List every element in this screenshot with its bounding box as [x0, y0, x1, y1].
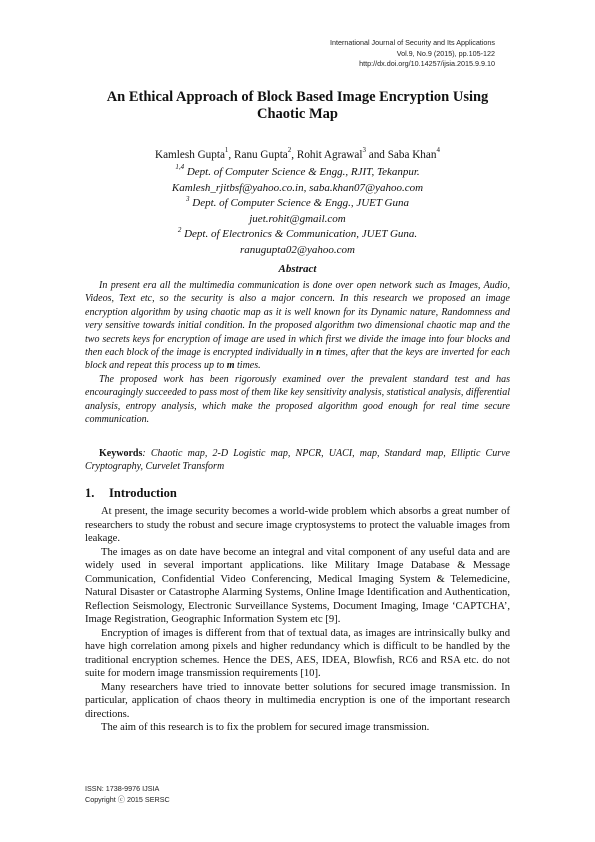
footer-copyright: Copyright ⓒ 2015 SERSC	[85, 794, 170, 804]
body-paragraph: At present, the image security becomes a world-wide problem which absorbs a great number of researchers to study the robust and secure image cryptosystems to protect the valuable images from leakage.	[85, 506, 510, 544]
abstract-text: times, after that the keys are inverted for each block and repeat this process up to	[85, 347, 510, 372]
keywords-label: Keywords	[99, 448, 143, 459]
journal-doi[interactable]: http://dx.doi.org/10.14257/ijsia.2015.9.9.10	[359, 59, 495, 68]
abstract-heading: Abstract	[278, 263, 317, 275]
affiliation-email: juet.rohit@gmail.com	[249, 212, 346, 225]
abstract-text: In present era all the multimedia communication is done over open network such as Images, Audio, Videos, Text etc, so the security is also a major concern. In this research we proposed an image encryption algorithm by using chaotic map as it is well known for its Dynamic nature, Randomness and very sensitive towards initial condition. In the proposed algorithm two dimensional chaotic map and the two secrets keys for encryption of image are used in which first we divide the image into four blocks and then each block of the image is encrypted individually in	[85, 280, 510, 359]
journal-name: International Journal of Security and Its Applications	[329, 38, 495, 47]
title-line-2: Chaotic Map	[257, 106, 338, 122]
title-line-1: An Ethical Approach of Block Based Image Encryption Using	[106, 89, 489, 105]
author-name: Ranu Gupta	[234, 149, 288, 161]
section-heading	[85, 486, 177, 501]
section-number: 1.	[85, 486, 95, 500]
abstract-text: times.	[234, 360, 261, 372]
author-superscript: 3	[362, 146, 366, 155]
affiliation-email: Kamlesh_rjitbsf@yahoo.co.in, saba.khan07@yahoo.com	[171, 181, 424, 194]
abstract-paragraph	[85, 279, 510, 373]
body-paragraph: The aim of this research is to fix the problem for secured image transmission.	[101, 722, 430, 733]
keywords	[85, 447, 510, 474]
journal-volume: Vol.9, No.9 (2015), pp.105-122	[396, 48, 495, 58]
body-paragraph: The images as on date have become an integral and vital component of any useful data and are widely used in several important applications. like Military Image Database & Message Communication, Confidential Video Conferencing, Medical Imaging System & Telemedicine, Natural Disaster or Catastrophe Alarming Systems, Online Image Identification and Authentication, Reflection Seismology, Electronic Surveillance Systems, Document Imaging, Image ‘CAPTCHA’, Image Registration, Geographic Information System etc [9].	[85, 546, 510, 625]
section-title: Introduction	[109, 486, 177, 500]
author-name: Saba Khan	[387, 149, 437, 161]
author-list	[85, 148, 510, 162]
author-superscript: 2	[287, 146, 292, 155]
keywords-text: : Chaotic map, 2-D Logistic map, NPCR, UACI, map, Standard map, Elliptic Curve Cryptography, Curvelet Transform	[85, 448, 510, 473]
affiliation-text: Dept. of Electronics & Communication, JUET Guna.	[181, 228, 418, 241]
abstract-body	[85, 279, 510, 426]
author-superscript: 1	[224, 146, 229, 155]
footer-issn: ISSN: 1738-9976 IJSIA	[85, 784, 160, 793]
author-separator: ,	[228, 149, 235, 161]
affiliation-text: Dept. of Computer Science & Engg., RJIT, Tekanpur.	[184, 166, 420, 178]
abstract-emphasis-n: n	[316, 347, 322, 359]
affiliations	[85, 165, 510, 259]
affiliation-email: ranugupta02@yahoo.com	[240, 243, 355, 256]
author-name: Rohit Agrawal	[296, 149, 363, 161]
affiliation-superscript: 2	[177, 225, 182, 234]
affiliation-line	[85, 227, 510, 243]
affiliation-text: Dept. of Computer Science & Engg., JUET Guna	[189, 197, 409, 210]
section-body	[85, 505, 510, 735]
body-paragraph: Many researchers have tried to innovate better solutions for secured image transmission. In particular, application of chaos theory in multimedia encryption is one of the important research directions.	[85, 681, 510, 720]
author-superscript: 4	[436, 146, 440, 155]
author-separator: ,	[291, 149, 297, 161]
paper-title	[85, 89, 510, 123]
affiliation-line	[85, 196, 510, 212]
affiliation-superscript: 3	[186, 194, 190, 203]
affiliation-superscript: 1,4	[175, 163, 185, 172]
abstract-paragraph: The proposed work has been rigorously examined over the prevalent standard test and has encouragingly succeeded to pass most of them like key sensitivity analysis, statistical analysis, differential analysis, entropy analysis, which make the proposed algorithm good enough for real time secure communication.	[85, 373, 510, 426]
author-name: Kamlesh Gupta	[155, 149, 225, 161]
body-paragraph: Encryption of images is different from that of textual data, as images are intrinsically bulky and have high correlation among pixels and higher redundancy which is difficult to be handled by the traditional encryption schemes. Hence the DES, AES, IDEA, Blowfish, RC6 and RSA etc. do not suite for modern image transmission requirements [10].	[85, 627, 510, 679]
page-footer	[85, 784, 170, 805]
author-separator: and	[365, 149, 388, 161]
abstract-emphasis-m: m	[226, 360, 235, 372]
journal-header	[195, 38, 495, 70]
affiliation-line	[85, 165, 510, 181]
